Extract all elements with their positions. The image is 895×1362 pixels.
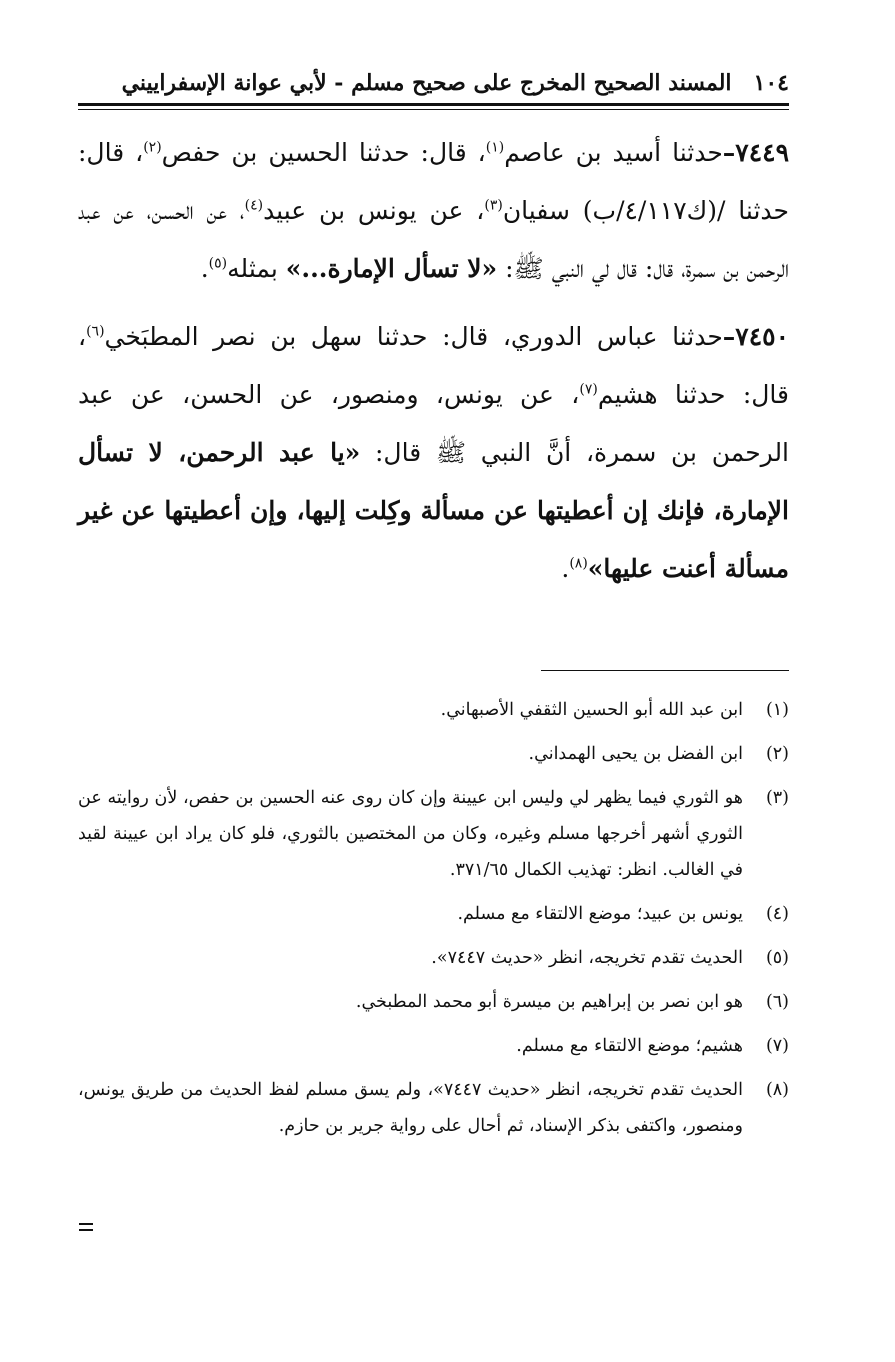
footnote-ref[interactable]: (١) bbox=[485, 139, 505, 156]
hadith-number: ٧٤٤٩ bbox=[735, 138, 789, 167]
hadith-text: حدثنا عباس الدوري، قال: حدثنا سهل بن نصر المطبَخي bbox=[104, 322, 723, 351]
footnote-number: (٨) bbox=[765, 1080, 789, 1100]
page-end-mark bbox=[79, 1223, 93, 1231]
footnote-separator bbox=[541, 670, 789, 671]
hadith-end: . bbox=[200, 254, 209, 283]
hadith-dash: – bbox=[722, 322, 736, 351]
main-text bbox=[78, 124, 789, 608]
footnote-number: (٥) bbox=[765, 948, 789, 968]
hadith-text: ، عن يونس، ومنصور، عن الحسن، عن عبد الرحمن بن سمرة، أنَّ النبي ﷺ قال: bbox=[78, 380, 790, 467]
hadith-quote: «لا تسأل الإمارة...» bbox=[285, 254, 498, 283]
footnote-item bbox=[78, 984, 789, 1020]
footnote-number: (٢) bbox=[765, 744, 789, 764]
footnote-text: هو الثوري فيما يظهر لي وليس ابن عيينة وإن كان روى عنه الحسين بن حفص، لأن روايته عن الثوري أشهر أخرجها مسلم وغيره، وكان من المختصين بالثوري، فلو كان يراد ابن عيينة لقيد في الغالب. انظر: تهذيب الكمال ٣٧١/٦٥. bbox=[78, 788, 743, 880]
hadith-end: . bbox=[561, 554, 570, 583]
hadith-number: ٧٤٥٠ bbox=[735, 322, 789, 351]
footnote-item bbox=[78, 1028, 789, 1064]
footnote-item bbox=[78, 896, 789, 932]
footnote-number: (١) bbox=[765, 700, 789, 720]
footnote-number: (٤) bbox=[765, 904, 789, 924]
footnote-ref[interactable]: (٢) bbox=[143, 139, 162, 156]
footnote-ref[interactable]: (٨) bbox=[569, 555, 588, 572]
footnote-ref[interactable]: (٤) bbox=[244, 197, 264, 214]
footnote-item bbox=[78, 940, 789, 976]
hadith-text: ، قال: حدثنا هشيم bbox=[78, 322, 789, 409]
footnote-item bbox=[78, 780, 789, 888]
footnote-item bbox=[78, 736, 789, 772]
footnote-number: (٦) bbox=[765, 992, 789, 1012]
footnote-item bbox=[78, 692, 789, 728]
page-number: ١٠٤ bbox=[753, 70, 789, 96]
footnote-ref[interactable]: (٣) bbox=[484, 197, 503, 214]
hadith-7449 bbox=[78, 124, 789, 298]
footnote-text: هو ابن نصر بن إبراهيم بن ميسرة أبو محمد المطبخي. bbox=[355, 992, 743, 1012]
footnote-item bbox=[78, 1072, 789, 1144]
footnote-text: يونس بن عبيد؛ موضع الالتقاء مع مسلم. bbox=[457, 904, 743, 924]
header-rule-thick bbox=[78, 103, 789, 106]
hadith-dash: – bbox=[722, 138, 736, 167]
footnote-text: ابن الفضل بن يحيى الهمداني. bbox=[528, 744, 743, 764]
footnote-text: الحديث تقدم تخريجه، انظر «حديث ٧٤٤٧»، ولم يسق مسلم لفظ الحديث من طريق يونس، ومنصور، واكتفى بذكر الإسناد، ثم أحال على رواية جرير بن حازم. bbox=[78, 1080, 743, 1136]
hadith-text: ، عن الحسن، عن عبد الرحمن بن سمرة، قال: قال لي النبي ﷺ: bbox=[78, 196, 789, 283]
footnote-text: هشيم؛ موضع الالتقاء مع مسلم. bbox=[516, 1036, 743, 1056]
footnote-number: (٣) bbox=[765, 788, 789, 808]
hadith-text: بمثله bbox=[227, 254, 286, 283]
page-header bbox=[78, 70, 789, 96]
footnote-text: الحديث تقدم تخريجه، انظر «حديث ٧٤٤٧». bbox=[431, 948, 743, 968]
hadith-text: ، عن يونس بن عبيد bbox=[263, 196, 485, 225]
hadith-quote: «يا عبد الرحمن، لا تسأل الإمارة، فإنك إن أعطيتها عن مسألة وكِلت إليها، وإن أعطيتها عن غير مسألة أعنت عليها» bbox=[78, 438, 789, 583]
footnote-ref[interactable]: (٥) bbox=[208, 255, 228, 272]
footnote-number: (٧) bbox=[765, 1036, 789, 1056]
hadith-7450 bbox=[78, 308, 789, 598]
footnotes bbox=[78, 692, 789, 1152]
footnote-ref[interactable]: (٧) bbox=[579, 381, 598, 398]
book-title: المسند الصحيح المخرج على صحيح مسلم - لأبي عوانة الإسفراييني bbox=[121, 70, 732, 96]
hadith-text: ، قال: حدثنا /(ك٤/١١٧/ب) سفيان bbox=[78, 138, 789, 225]
hadith-text: ، قال: حدثنا الحسين بن حفص bbox=[161, 138, 486, 167]
footnote-text: ابن عبد الله أبو الحسين الثقفي الأصبهاني. bbox=[440, 700, 743, 720]
header-rule-thin bbox=[78, 109, 789, 110]
hadith-text: حدثنا أسيد بن عاصم bbox=[504, 138, 723, 167]
footnote-ref[interactable]: (٦) bbox=[86, 323, 105, 340]
